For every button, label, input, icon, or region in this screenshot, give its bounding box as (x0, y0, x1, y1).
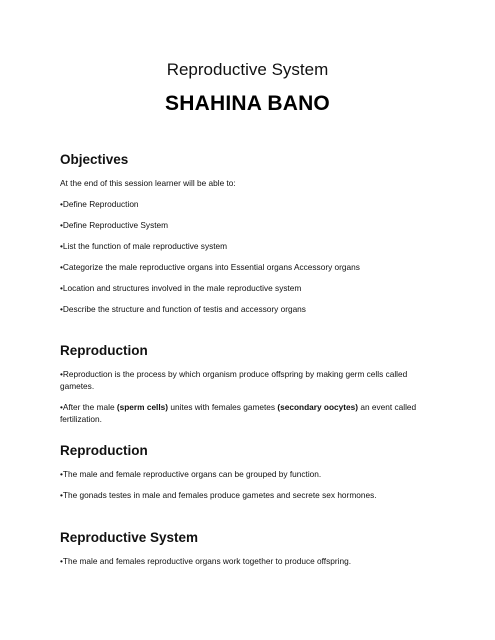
list-item: •List the function of male reproductive system (60, 241, 228, 251)
text-run: an event called fertilization. (60, 402, 417, 424)
section-heading: Reproduction (60, 343, 148, 358)
document-author: SHAHINA BANO (165, 92, 330, 115)
section-heading: Reproductive System (60, 530, 199, 545)
section-reproductive-system (60, 530, 439, 576)
section-reproduction-definition (60, 343, 439, 434)
list-item: •Reproduction is the process by which organism produce offspring by making germ cells called gametes. (60, 369, 408, 391)
section-reproduction-organs (60, 443, 439, 510)
list-item: •The male and female reproductive organs can be grouped by function. (60, 469, 322, 479)
section-objectives (60, 152, 439, 324)
list-item: •The male and females reproductive organs work together to produce offspring. (60, 556, 351, 566)
list-item: •The gonads testes in male and females produce gametes and secrete sex hormones. (60, 490, 377, 500)
list-item: •Define Reproduction (60, 199, 139, 209)
text-run: •After the male (60, 402, 117, 412)
document-title: Reproductive System (166, 60, 329, 79)
list-item: •Define Reproductive System (60, 220, 169, 230)
section-heading: Objectives (60, 152, 129, 167)
list-item-fertilization (60, 401, 439, 425)
text-run: unites with females gametes (168, 402, 278, 412)
section-heading: Reproduction (60, 443, 148, 458)
list-item: •Describe the structure and function of testis and accessory organs (60, 304, 306, 314)
paragraph: At the end of this session learner will be able to: (60, 178, 236, 188)
list-item: •Location and structures involved in the male reproductive system (60, 283, 302, 293)
list-item: •Categorize the male reproductive organs into Essential organs Accessory organs (60, 262, 360, 272)
bold-term-secondary-oocytes: (secondary oocytes) (277, 402, 359, 412)
bold-term-sperm-cells: (sperm cells) (116, 402, 169, 412)
